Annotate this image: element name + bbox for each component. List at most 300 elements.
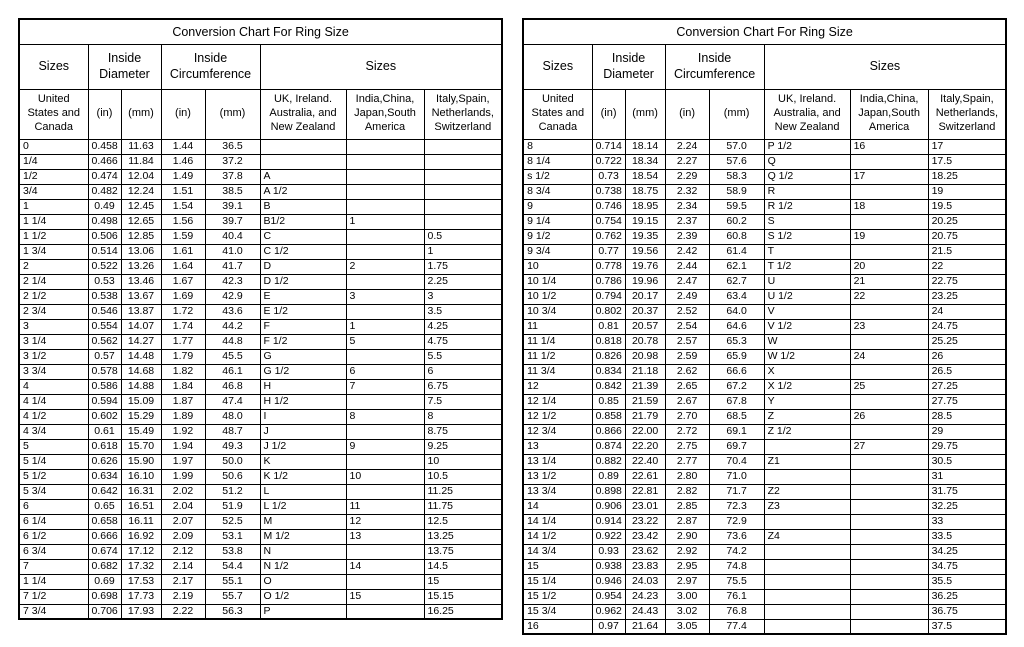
table-cell: 2.02 xyxy=(161,484,205,499)
table-cell: 3.00 xyxy=(665,589,709,604)
table-cell: 12.65 xyxy=(121,214,161,229)
table-cell: 20.25 xyxy=(928,214,1006,229)
table-cell: 1/2 xyxy=(19,169,88,184)
table-cell xyxy=(346,229,424,244)
column-header-diameter-in: (in) xyxy=(592,89,625,139)
table-cell: 28.5 xyxy=(928,409,1006,424)
table-cell: 69.7 xyxy=(709,439,764,454)
table-row xyxy=(19,469,502,484)
table-cell: 15 xyxy=(346,589,424,604)
table-row xyxy=(523,559,1006,574)
group-header-inside-diameter: Inside Diameter xyxy=(592,44,665,89)
table-cell: N 1/2 xyxy=(260,559,346,574)
table-cell: 31 xyxy=(928,469,1006,484)
table-cell: 14.5 xyxy=(424,559,502,574)
table-cell: 0.922 xyxy=(592,529,625,544)
table-cell xyxy=(764,619,850,634)
table-cell: 2.82 xyxy=(665,484,709,499)
table-row xyxy=(19,349,502,364)
table-cell: 2.75 xyxy=(665,439,709,454)
table-cell: 6 1/4 xyxy=(19,514,88,529)
table-cell xyxy=(424,184,502,199)
table-cell: 7.5 xyxy=(424,394,502,409)
table-cell xyxy=(850,364,928,379)
table-cell: L xyxy=(260,484,346,499)
table-cell: 34.75 xyxy=(928,559,1006,574)
table-cell: 0.578 xyxy=(88,364,121,379)
table-cell: 14.48 xyxy=(121,349,161,364)
table-cell: 1.84 xyxy=(161,379,205,394)
table-cell: 18.14 xyxy=(625,139,665,154)
table-cell: 2.80 xyxy=(665,469,709,484)
table-cell: 16.25 xyxy=(424,604,502,619)
table-cell: 26 xyxy=(928,349,1006,364)
table-cell: 65.3 xyxy=(709,334,764,349)
table-cell: K xyxy=(260,454,346,469)
table-cell: 2.32 xyxy=(665,184,709,199)
table-cell: 0.474 xyxy=(88,169,121,184)
table-cell: 53.8 xyxy=(205,544,260,559)
table-cell: 24.23 xyxy=(625,589,665,604)
table-cell: 51.9 xyxy=(205,499,260,514)
table-cell: 15.49 xyxy=(121,424,161,439)
table-cell: 0.81 xyxy=(592,319,625,334)
table-row xyxy=(19,244,502,259)
table-cell: 21.18 xyxy=(625,364,665,379)
table-cell: 24.03 xyxy=(625,574,665,589)
table-cell: 0.65 xyxy=(88,499,121,514)
table-cell: 37.2 xyxy=(205,154,260,169)
table-cell: P xyxy=(260,604,346,619)
table-cell: 1 1/4 xyxy=(19,574,88,589)
table-cell: 76.8 xyxy=(709,604,764,619)
table-cell: 21.79 xyxy=(625,409,665,424)
table-cell: 2.17 xyxy=(161,574,205,589)
group-header-sizes-intl: Sizes xyxy=(764,44,1006,89)
table-cell: 3 xyxy=(19,319,88,334)
table-title-row xyxy=(19,19,502,44)
table-cell: 0.89 xyxy=(592,469,625,484)
table-cell: 13.25 xyxy=(424,529,502,544)
table-cell: 0.802 xyxy=(592,304,625,319)
table-cell: 21.64 xyxy=(625,619,665,634)
table-cell: 13.87 xyxy=(121,304,161,319)
table-cell: 1.56 xyxy=(161,214,205,229)
table-cell: G 1/2 xyxy=(260,364,346,379)
table-cell: 2 xyxy=(19,259,88,274)
table-row xyxy=(19,394,502,409)
table-row xyxy=(19,424,502,439)
table-row xyxy=(523,349,1006,364)
column-header-diameter-mm: (mm) xyxy=(121,89,161,139)
table-cell: E 1/2 xyxy=(260,304,346,319)
table-cell: 32.25 xyxy=(928,499,1006,514)
table-row xyxy=(523,199,1006,214)
table-cell: 19 xyxy=(928,184,1006,199)
table-cell: 0.61 xyxy=(88,424,121,439)
table-cell xyxy=(850,514,928,529)
table-cell: 23.25 xyxy=(928,289,1006,304)
table-cell: 1.74 xyxy=(161,319,205,334)
table-cell: 12 1/2 xyxy=(523,409,592,424)
table-cell: 17.73 xyxy=(121,589,161,604)
column-header-us-canada: United States and Canada xyxy=(523,89,592,139)
table-cell: 15.15 xyxy=(424,589,502,604)
table-cell: 2.54 xyxy=(665,319,709,334)
table-cell: 2.92 xyxy=(665,544,709,559)
table-cell xyxy=(850,499,928,514)
table-cell: 72.9 xyxy=(709,514,764,529)
table-cell: 7 xyxy=(346,379,424,394)
table-cell: 3 3/4 xyxy=(19,364,88,379)
table-cell: S 1/2 xyxy=(764,229,850,244)
table-cell: 0.562 xyxy=(88,334,121,349)
table-cell xyxy=(260,139,346,154)
table-cell: 0.698 xyxy=(88,589,121,604)
table-cell: 1.49 xyxy=(161,169,205,184)
table-cell: C 1/2 xyxy=(260,244,346,259)
table-cell: K 1/2 xyxy=(260,469,346,484)
table-cell: 0.466 xyxy=(88,154,121,169)
table-cell: 21.5 xyxy=(928,244,1006,259)
table-cell: 23.42 xyxy=(625,529,665,544)
table-cell: 51.2 xyxy=(205,484,260,499)
table-cell: 42.9 xyxy=(205,289,260,304)
table-cell: 0.762 xyxy=(592,229,625,244)
table-cell: Z3 xyxy=(764,499,850,514)
table-cell: 11 xyxy=(523,319,592,334)
group-header-sizes-us: Sizes xyxy=(523,44,592,89)
table-cell: 0.546 xyxy=(88,304,121,319)
table-cell: 2.57 xyxy=(665,334,709,349)
table-cell: 20.17 xyxy=(625,289,665,304)
table-cell: 19 xyxy=(850,229,928,244)
table-cell: 2.47 xyxy=(665,274,709,289)
table-cell: 69.1 xyxy=(709,424,764,439)
table-cell: 10 xyxy=(523,259,592,274)
table-cell: 0.498 xyxy=(88,214,121,229)
table-cell xyxy=(346,184,424,199)
table-cell: 17 xyxy=(928,139,1006,154)
table-cell: 13 1/4 xyxy=(523,454,592,469)
table-row xyxy=(19,589,502,604)
table-cell xyxy=(346,544,424,559)
table-cell: 16.10 xyxy=(121,469,161,484)
table-cell: 15 xyxy=(424,574,502,589)
table-cell: 0.642 xyxy=(88,484,121,499)
table-cell: 18.54 xyxy=(625,169,665,184)
table-cell: 33 xyxy=(928,514,1006,529)
table-cell: 0.866 xyxy=(592,424,625,439)
table-cell: 17 xyxy=(850,169,928,184)
table-cell: 5 1/2 xyxy=(19,469,88,484)
table-cell: 0.738 xyxy=(592,184,625,199)
table-cell: 0.458 xyxy=(88,139,121,154)
table-cell: 2 3/4 xyxy=(19,304,88,319)
table-cell: 36.75 xyxy=(928,604,1006,619)
table-cell: 13.46 xyxy=(121,274,161,289)
table-cell: 2.97 xyxy=(665,574,709,589)
table-cell: 0.938 xyxy=(592,559,625,574)
table-cell: 3.02 xyxy=(665,604,709,619)
table-cell: 37.8 xyxy=(205,169,260,184)
table-cell: 1/4 xyxy=(19,154,88,169)
table-cell xyxy=(850,469,928,484)
table-cell: 9 xyxy=(523,199,592,214)
table-cell: 17.53 xyxy=(121,574,161,589)
table-row xyxy=(523,184,1006,199)
table-cell: 6 xyxy=(346,364,424,379)
table-cell: Q 1/2 xyxy=(764,169,850,184)
table-cell: 1.82 xyxy=(161,364,205,379)
table-row xyxy=(19,274,502,289)
table-cell: Z1 xyxy=(764,454,850,469)
table-cell: 3 1/2 xyxy=(19,349,88,364)
table-cell: 24.75 xyxy=(928,319,1006,334)
table-cell: 13.06 xyxy=(121,244,161,259)
table-cell: 0.722 xyxy=(592,154,625,169)
table-cell: 1.94 xyxy=(161,439,205,454)
table-cell: 36.5 xyxy=(205,139,260,154)
table-cell: 10 xyxy=(346,469,424,484)
table-cell: 1.69 xyxy=(161,289,205,304)
table-cell: N xyxy=(260,544,346,559)
table-cell: 2.72 xyxy=(665,424,709,439)
table-row xyxy=(19,379,502,394)
table-cell: 46.8 xyxy=(205,379,260,394)
table-cell: 16.11 xyxy=(121,514,161,529)
table-cell: 25.25 xyxy=(928,334,1006,349)
column-header-circumference-mm: (mm) xyxy=(205,89,260,139)
table-cell: 1.87 xyxy=(161,394,205,409)
table-row xyxy=(523,409,1006,424)
table-row xyxy=(523,484,1006,499)
table-cell: 13 3/4 xyxy=(523,484,592,499)
table-cell: 20.78 xyxy=(625,334,665,349)
table-cell: 10 1/4 xyxy=(523,274,592,289)
table-cell: 0.634 xyxy=(88,469,121,484)
table-row xyxy=(523,574,1006,589)
table-row xyxy=(523,544,1006,559)
table-cell: 0.858 xyxy=(592,409,625,424)
table-cell: 13.67 xyxy=(121,289,161,304)
table-cell: 2.07 xyxy=(161,514,205,529)
table-cell: 0.842 xyxy=(592,379,625,394)
table-row xyxy=(523,304,1006,319)
table-cell: 21 xyxy=(850,274,928,289)
table-cell: A xyxy=(260,169,346,184)
table-row xyxy=(19,184,502,199)
table-cell: 12 xyxy=(346,514,424,529)
table-cell xyxy=(850,244,928,259)
table-cell: 1.67 xyxy=(161,274,205,289)
table-cell: 9.25 xyxy=(424,439,502,454)
table-row xyxy=(19,604,502,619)
table-cell: 0.626 xyxy=(88,454,121,469)
table-cell: 19.76 xyxy=(625,259,665,274)
table-cell xyxy=(850,529,928,544)
table-cell: 68.5 xyxy=(709,409,764,424)
table-cell: 0 xyxy=(19,139,88,154)
table-cell: 23.62 xyxy=(625,544,665,559)
table-cell xyxy=(346,454,424,469)
table-row xyxy=(19,514,502,529)
table-cell: 0.594 xyxy=(88,394,121,409)
table-row xyxy=(19,544,502,559)
table-cell: S xyxy=(764,214,850,229)
table-cell xyxy=(764,439,850,454)
table-cell: 16 xyxy=(523,619,592,634)
table-cell: D xyxy=(260,259,346,274)
table-cell: 18.95 xyxy=(625,199,665,214)
table-cell: 1.72 xyxy=(161,304,205,319)
table-row xyxy=(19,259,502,274)
table-cell: 15.09 xyxy=(121,394,161,409)
table-cell: I xyxy=(260,409,346,424)
table-cell xyxy=(850,484,928,499)
table-row xyxy=(523,169,1006,184)
table-row xyxy=(523,229,1006,244)
table-cell: 38.5 xyxy=(205,184,260,199)
table-cell: 23.83 xyxy=(625,559,665,574)
group-header-sizes-intl: Sizes xyxy=(260,44,502,89)
table-cell xyxy=(346,574,424,589)
table-row xyxy=(523,319,1006,334)
table-cell: P 1/2 xyxy=(764,139,850,154)
table-cell: 19.15 xyxy=(625,214,665,229)
table-cell: 2.22 xyxy=(161,604,205,619)
table-cell: 14 1/2 xyxy=(523,529,592,544)
table-cell: 0.602 xyxy=(88,409,121,424)
table-cell xyxy=(346,199,424,214)
table-cell: 7 xyxy=(19,559,88,574)
table-cell: H xyxy=(260,379,346,394)
table-row xyxy=(523,274,1006,289)
table-cell: 0.834 xyxy=(592,364,625,379)
column-header-india-china: India,China, Japan,South America xyxy=(850,89,928,139)
column-header-row xyxy=(19,89,502,139)
table-cell: 0.666 xyxy=(88,529,121,544)
table-cell: 22.00 xyxy=(625,424,665,439)
table-cell: E xyxy=(260,289,346,304)
table-row xyxy=(19,529,502,544)
table-cell: 1.77 xyxy=(161,334,205,349)
table-cell: 2.25 xyxy=(424,274,502,289)
table-cell: 45.5 xyxy=(205,349,260,364)
ring-size-conversion-table-left xyxy=(18,18,503,620)
table-cell: 1.59 xyxy=(161,229,205,244)
table-cell: 0.882 xyxy=(592,454,625,469)
table-cell: Y xyxy=(764,394,850,409)
table-row xyxy=(19,319,502,334)
table-cell: 19.5 xyxy=(928,199,1006,214)
table-cell: 1.99 xyxy=(161,469,205,484)
table-cell: 2.04 xyxy=(161,499,205,514)
table-cell xyxy=(346,349,424,364)
table-row xyxy=(19,169,502,184)
table-cell: 14 1/4 xyxy=(523,514,592,529)
table-cell: 10 xyxy=(424,454,502,469)
table-row xyxy=(19,559,502,574)
table-cell: 20 xyxy=(850,259,928,274)
table-cell: 2.49 xyxy=(665,289,709,304)
table-cell: 1.44 xyxy=(161,139,205,154)
table-cell: 44.8 xyxy=(205,334,260,349)
table-cell: 47.4 xyxy=(205,394,260,409)
table-row xyxy=(19,139,502,154)
table-cell: 12.45 xyxy=(121,199,161,214)
table-cell: B1/2 xyxy=(260,214,346,229)
group-header-inside-circumference: Inside Circumference xyxy=(161,44,260,89)
ring-size-conversion-table-right xyxy=(522,18,1007,635)
table-cell: R 1/2 xyxy=(764,199,850,214)
table-cell: 2.59 xyxy=(665,349,709,364)
table-cell: Z2 xyxy=(764,484,850,499)
group-header-inside-diameter: Inside Diameter xyxy=(88,44,161,89)
table-cell: 2.12 xyxy=(161,544,205,559)
table-cell: 24.43 xyxy=(625,604,665,619)
table-cell: 23.01 xyxy=(625,499,665,514)
table-cell: V xyxy=(764,304,850,319)
table-cell xyxy=(346,394,424,409)
table-cell: 22.61 xyxy=(625,469,665,484)
table-cell xyxy=(346,169,424,184)
table-cell: 0.97 xyxy=(592,619,625,634)
column-header-circumference-in: (in) xyxy=(665,89,709,139)
table-cell: 13 1/2 xyxy=(523,469,592,484)
table-cell xyxy=(850,544,928,559)
table-row xyxy=(523,289,1006,304)
table-cell: 71.7 xyxy=(709,484,764,499)
table-cell: 41.7 xyxy=(205,259,260,274)
table-cell: 8.75 xyxy=(424,424,502,439)
table-cell: B xyxy=(260,199,346,214)
table-row xyxy=(523,139,1006,154)
table-cell: 65.9 xyxy=(709,349,764,364)
table-cell: 0.946 xyxy=(592,574,625,589)
table-cell: 58.9 xyxy=(709,184,764,199)
table-row xyxy=(19,439,502,454)
table-row xyxy=(19,334,502,349)
table-cell: 1 1/4 xyxy=(19,214,88,229)
table-cell: 25 xyxy=(850,379,928,394)
table-cell: 36.25 xyxy=(928,589,1006,604)
table-cell: 13.26 xyxy=(121,259,161,274)
column-header-india-china: India,China, Japan,South America xyxy=(346,89,424,139)
table-cell: 29.75 xyxy=(928,439,1006,454)
table-row xyxy=(523,379,1006,394)
table-cell: 15 xyxy=(523,559,592,574)
table-cell: 0.962 xyxy=(592,604,625,619)
table-cell: 50.0 xyxy=(205,454,260,469)
table-cell: 66.6 xyxy=(709,364,764,379)
table-row xyxy=(523,244,1006,259)
table-cell: 5 xyxy=(19,439,88,454)
table-cell: 12 3/4 xyxy=(523,424,592,439)
table-row xyxy=(523,469,1006,484)
table-cell: 2.87 xyxy=(665,514,709,529)
table-cell: 8 3/4 xyxy=(523,184,592,199)
column-header-italy-spain: Italy,Spain, Netherlands, Switzerland xyxy=(424,89,502,139)
column-header-italy-spain: Italy,Spain, Netherlands, Switzerland xyxy=(928,89,1006,139)
table-cell: 2.95 xyxy=(665,559,709,574)
table-cell: V 1/2 xyxy=(764,319,850,334)
table-row xyxy=(523,499,1006,514)
table-cell xyxy=(764,544,850,559)
table-cell: M xyxy=(260,514,346,529)
table-cell: 1.92 xyxy=(161,424,205,439)
table-cell: 71.0 xyxy=(709,469,764,484)
